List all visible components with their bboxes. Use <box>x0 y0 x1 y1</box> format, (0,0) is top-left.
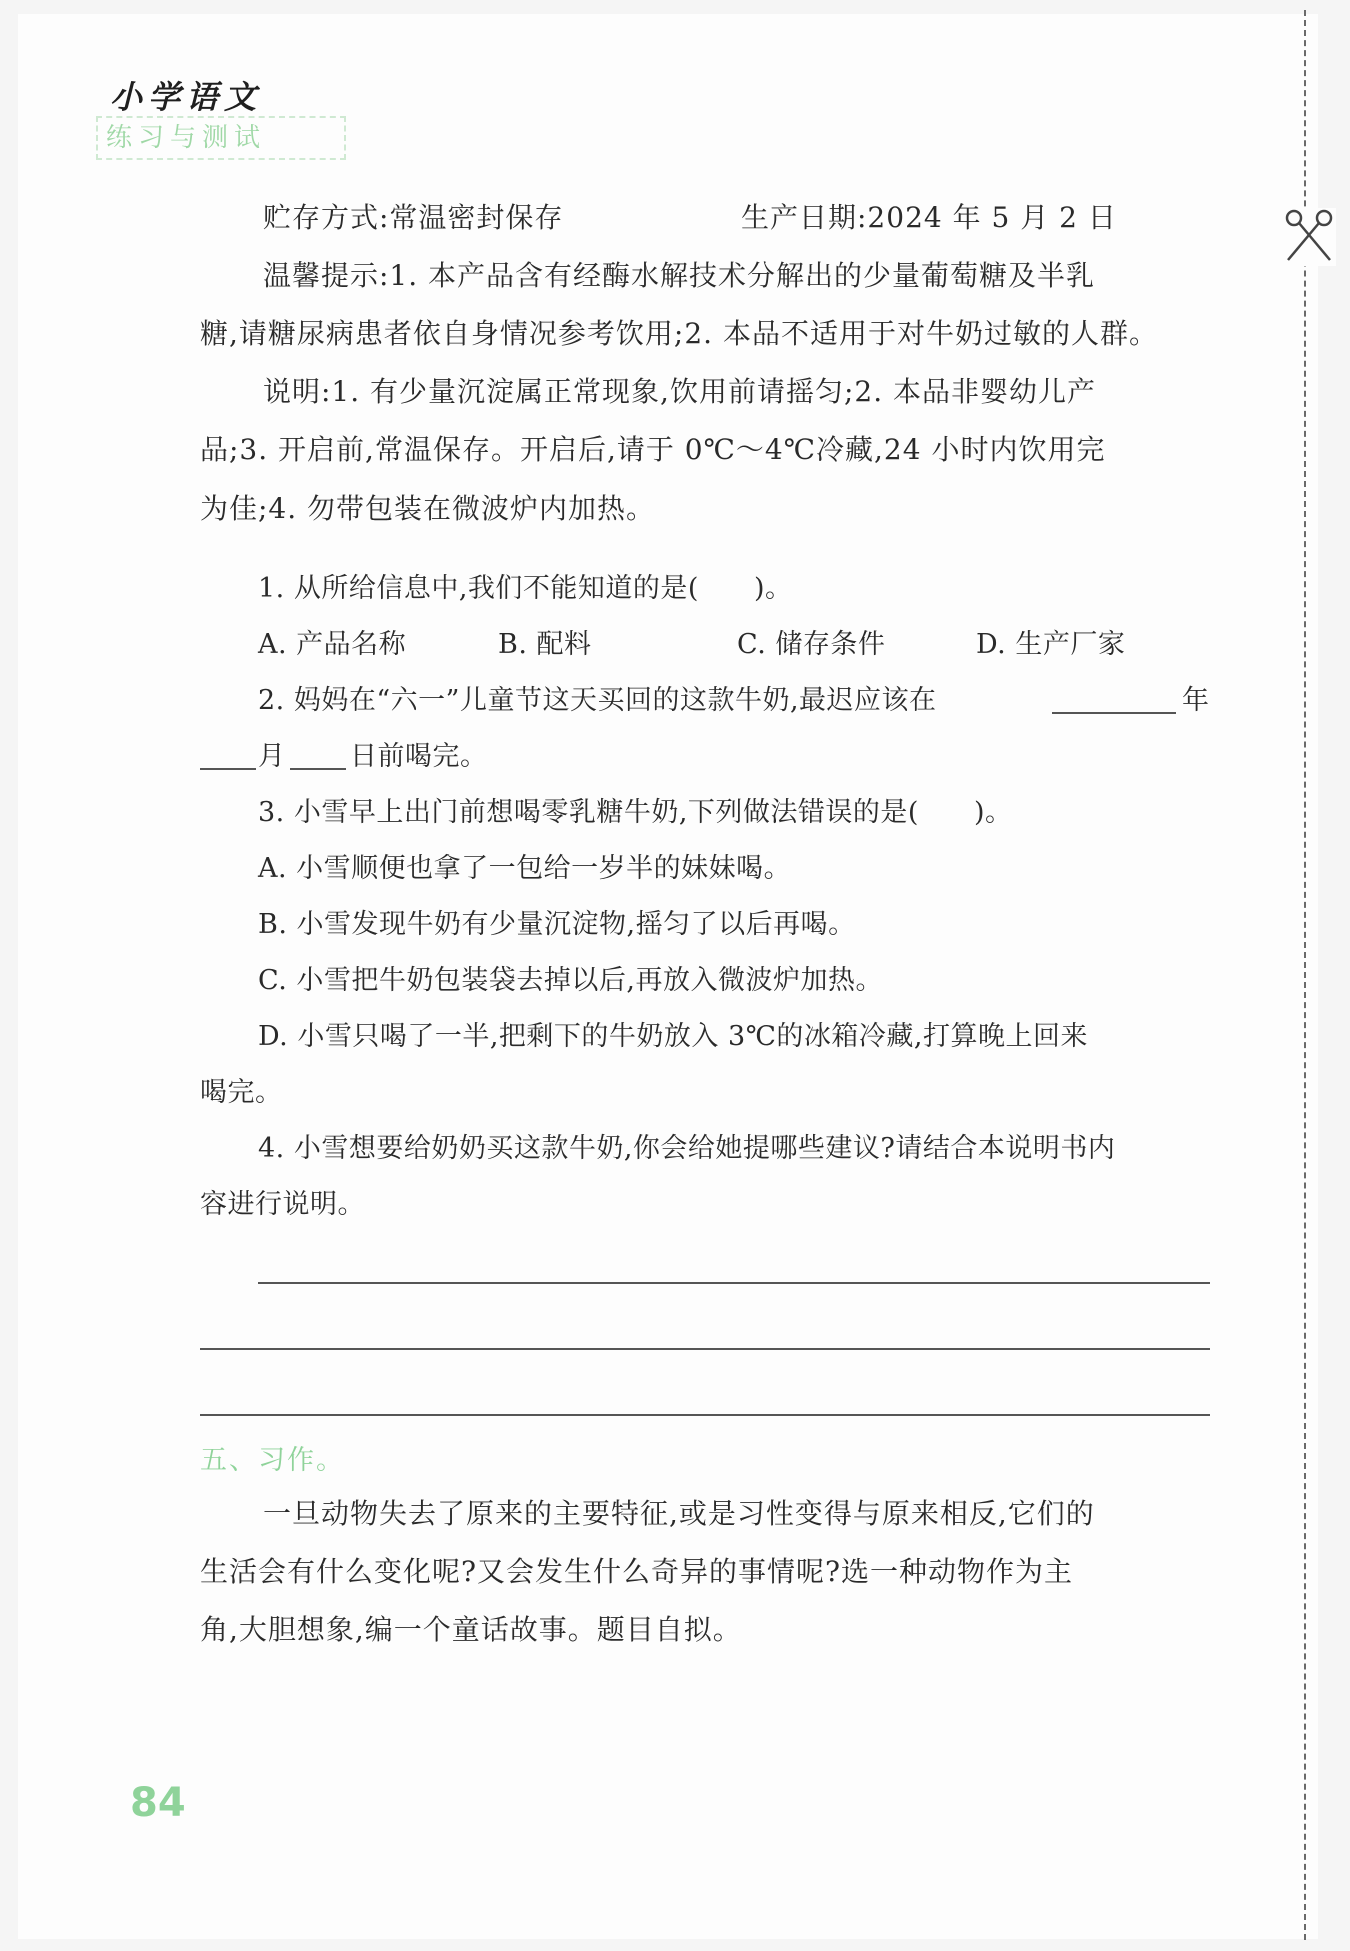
page-number: 84 <box>130 1780 186 1826</box>
question-4: 4. 小雪想要给奶奶买这款牛奶,你会给她提哪些建议?请结合本说明书内 <box>258 1133 1116 1164</box>
q2-year-label: 年 <box>1182 685 1210 716</box>
writing-prompt-line-3: 角,大胆想象,编一个童话故事。题目自拟。 <box>200 1613 742 1646</box>
q3-option-b: B. 小雪发现牛奶有少量沉淀物,摇匀了以后再喝。 <box>258 909 856 940</box>
question-2: 2. 妈妈在“六一”儿童节这天买回的这款牛奶,最迟应该在 <box>258 685 937 716</box>
writing-prompt-line-2: 生活会有什么变化呢?又会发生什么奇异的事情呢?选一种动物作为主 <box>200 1555 1074 1588</box>
answer-line-3[interactable] <box>200 1414 1210 1416</box>
writing-prompt-line-1: 一旦动物失去了原来的主要特征,或是习性变得与原来相反,它们的 <box>263 1497 1095 1530</box>
book-title: 小学语文 <box>110 78 263 116</box>
q2-day-label: 日前喝完。 <box>350 741 488 772</box>
section-heading-writing: 五、习作。 <box>200 1445 345 1476</box>
book-subtitle: 练习与测试 <box>96 116 346 160</box>
q3-option-c: C. 小雪把牛奶包装袋去掉以后,再放入微波炉加热。 <box>258 965 883 996</box>
q1-option-d: D. 生产厂家 <box>976 629 1126 660</box>
note-line-2: 品;3. 开启前,常温保存。开启后,请于 0℃～4℃冷藏,24 小时内饮用完 <box>200 433 1106 466</box>
note-line-1: 说明:1. 有少量沉淀属正常现象,饮用前请摇匀;2. 本品非婴幼儿产 <box>263 375 1097 408</box>
q3-option-a: A. 小雪顺便也拿了一包给一岁半的妹妹喝。 <box>258 853 792 884</box>
q1-option-c: C. 储存条件 <box>737 629 886 660</box>
q2-year-blank[interactable] <box>1052 712 1176 714</box>
tip-line-2: 糖,请糖尿病患者依自身情况参考饮用;2. 本品不适用于对牛奶过敏的人群。 <box>200 317 1158 350</box>
question-4-line-2: 容进行说明。 <box>200 1189 365 1220</box>
tip-line-1: 温馨提示:1. 本产品含有经酶水解技术分解出的少量葡萄糖及半乳 <box>263 259 1096 292</box>
q3-option-d-line-1: D. 小雪只喝了一半,把剩下的牛奶放入 3℃的冰箱冷藏,打算晚上回来 <box>258 1021 1088 1052</box>
storage-method: 贮存方式:常温密封保存 <box>263 201 564 234</box>
question-1: 1. 从所给信息中,我们不能知道的是( )。 <box>258 573 793 604</box>
note-line-3: 为佳;4. 勿带包装在微波炉内加热。 <box>200 492 656 525</box>
question-3: 3. 小雪早上出门前想喝零乳糖牛奶,下列做法错误的是( )。 <box>258 797 1013 828</box>
answer-line-2[interactable] <box>200 1348 1210 1350</box>
q2-month-label: 月 <box>258 741 286 772</box>
q2-month-blank[interactable] <box>200 768 256 770</box>
q1-option-b: B. 配料 <box>498 629 592 660</box>
answer-line-1[interactable] <box>258 1282 1210 1284</box>
scissors-icon <box>1282 208 1336 266</box>
q1-option-a: A. 产品名称 <box>258 629 407 660</box>
production-date: 生产日期:2024 年 5 月 2 日 <box>741 201 1117 234</box>
q3-option-d-line-2: 喝完。 <box>200 1077 283 1108</box>
cut-line <box>1304 10 1306 1940</box>
q2-day-blank[interactable] <box>290 768 346 770</box>
